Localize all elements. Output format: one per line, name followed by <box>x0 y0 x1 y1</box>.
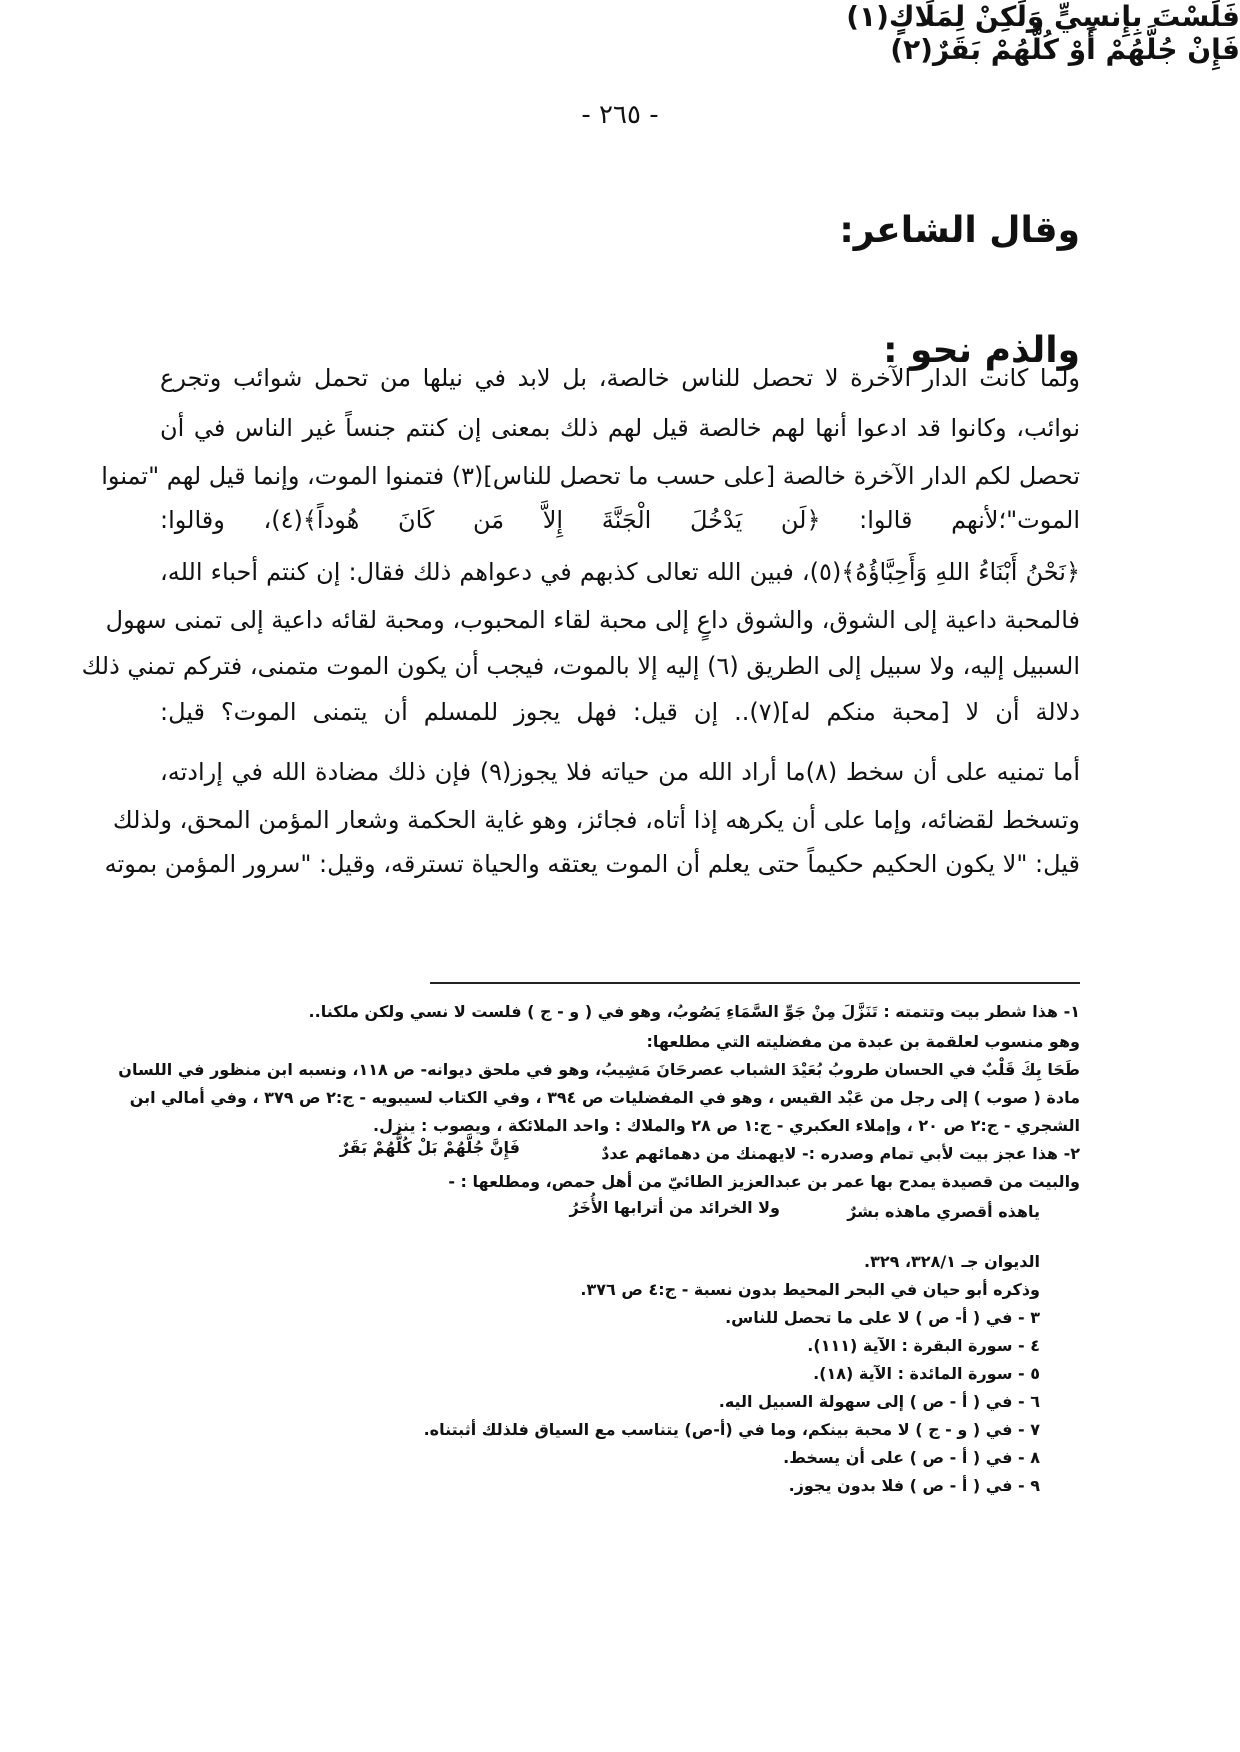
footnote-1-line-4: مادة ( صوب ) إلى رجل من عَبْد القيس ، وهو في المفضليات ص ٣٩٤ ، وفي الكتاب لسيبويه - ج:٢ ص ٣٧٩ ، وفي أمالي ابن <box>129 1088 1080 1107</box>
footnote-2-verse-a: ياهذه أقصري ماهذه بشرٌ <box>847 1202 1040 1221</box>
footnote-2-line-2: والبيت من قصيدة يمدح بها عمر بن عبدالعزيز الطائيّ من أهل حمص، ومطلعها : - <box>448 1172 1080 1191</box>
body-line-4: الموت"؛لأنهم قالوا: ﴿لَن يَدْخُلَ الْجَنَّةَ إِلاَّ مَن كَانَ هُوداً﴾(٤)، وقالوا: <box>160 506 1080 534</box>
heading-dispraise: والذم نحو : <box>883 330 1080 371</box>
body-line-8: دلالة أن لا [محبة منكم له](٧).. إن قيل: فهل يجوز للمسلم أن يتمنى الموت؟ قيل: <box>160 698 1080 726</box>
footnote-3: ٣ - في ( أ- ص ) لا على ما تحصل للناس. <box>725 1308 1040 1327</box>
footnote-2-line-1: ٢- هذا عجز بيت لأبي تمام وصدره :- لايهمنك من دهمائهم عددٌ <box>601 1144 1080 1163</box>
footnote-5: ٥ - سورة المائدة : الآية (١٨). <box>813 1364 1040 1383</box>
footnote-1-line-3: طَحَا بِكَ قَلْبٌ في الحسان طروبُ بُعَيْدَ الشباب عصرحَانَ مَشِيبُ، وهو في ملحق ديوانه- ص ١١٨، ونسبه ابن منظور في اللسان <box>118 1060 1080 1079</box>
footnote-9: ٩ - في ( أ - ص ) فلا بدون يجوز. <box>788 1476 1040 1495</box>
footnote-2-verse: فَإِنَّ جُلَّهُمْ بَلْ كُلَّهُمْ بَقَرٌ <box>339 1138 520 1157</box>
body-line-7: السبيل إليه، ولا سبيل إلى الطريق (٦) إليه إلا بالموت، فيجب أن يكون الموت متمنى، فتركم تمني ذلك <box>81 652 1080 680</box>
body-line-9: أما تمنيه على أن سخط (٨)ما أراد الله من حياته فلا يجوز(٩) فإن ذلك مضادة الله في إرادته، <box>160 758 1080 786</box>
verse-line-2: فَإِنْ جُلَّهُمْ أَوْ كُلَّهُمْ بَقَرٌ(٢) <box>890 33 1240 66</box>
verse-line-1: فَلَسْتَ بِإِنسِيٍّ وَلَكِنْ لِمَلَاكٍ(١) <box>846 0 1240 33</box>
footnote-2-verse-b: ولا الخرائد من أترابها الأُخَرُ <box>569 1198 780 1217</box>
footnote-6: ٦ - في ( أ - ص ) إلى سهولة السبيل اليه. <box>718 1392 1040 1411</box>
footnote-1-line-2: وهو منسوب لعلقمة بن عبدة من مفضليته التي مطلعها: <box>646 1032 1080 1051</box>
body-line-10: وتسخط لقضائه، وإما على أن يكرهه إذا أتاه، فجائز، وهو غاية الحكمة وشعار المؤمن المحق، ولذلك <box>112 806 1080 834</box>
body-line-11: قيل: "لا يكون الحكيم حكيماً حتى يعلم أن الموت يعتقه والحياة تسترقه، وقيل: "سرور المؤمن بموته <box>104 850 1080 878</box>
body-line-3: تحصل لكم الدار الآخرة خالصة [على حسب ما تحصل للناس](٣) فتمنوا الموت، وإنما قيل لهم "تمنوا <box>101 462 1080 490</box>
body-line-1: ولما كانت الدار الآخرة لا تحصل للناس خالصة، بل لابد في نيلها من تحمل شوائب وتجرع <box>160 364 1080 392</box>
page-number: - ٢٦٥ - <box>581 100 659 130</box>
body-line-6: فالمحبة داعية إلى الشوق، والشوق داعٍ إلى محبة لقاء المحبوب، ومحبة لقائه داعية إلى تمنى سهول <box>105 606 1080 634</box>
footnote-2-line-4: الديوان جـ ٣٢٨/١، ٣٢٩. <box>864 1252 1040 1271</box>
footnote-7: ٧ - في ( و - ج ) لا محبة بينكم، وما في (أ-ص) يتناسب مع السياق فلذلك أثبتناه. <box>423 1420 1040 1439</box>
heading-poet-said: وقال الشاعر: <box>839 210 1080 251</box>
footnote-1-line-1: ١- هذا شطر بيت وتتمته : تَنَزَّلَ مِنْ جَوِّ السَّمَاءِ يَصُوبُ، وهو في ( و - ج ) فلست لا نسي ولكن ملكنا.. <box>308 1002 1080 1021</box>
footnote-separator <box>430 982 1080 984</box>
body-line-2: نوائب، وكانوا قد ادعوا أنها لهم خالصة قيل لهم ذلك بمعنى إن كنتم جنساً غير الناس في أن <box>160 414 1080 442</box>
body-line-5: ﴿نَحْنُ أَبْنَاءُ اللهِ وَأَحِبَّاؤُهُ﴾(٥)، فبين الله تعالى كذبهم في دعواهم ذلك فقال: إن كنتم أحباء الله، <box>160 558 1081 586</box>
footnote-4: ٤ - سورة البقرة : الآية (١١١). <box>807 1336 1040 1355</box>
footnote-8: ٨ - في ( أ - ص ) على أن يسخط. <box>783 1448 1040 1467</box>
footnote-2-line-5: وذكره أبو حيان في البحر المحيط بدون نسبة - ج:٤ ص ٣٧٦. <box>580 1280 1040 1299</box>
footnote-1-line-5: الشجري - ج:٢ ص ٢٠ ، وإملاء العكبري - ج:١ ص ٢٨ والملاك : واحد الملائكة ، ويصوب : ينزل. <box>373 1116 1080 1135</box>
